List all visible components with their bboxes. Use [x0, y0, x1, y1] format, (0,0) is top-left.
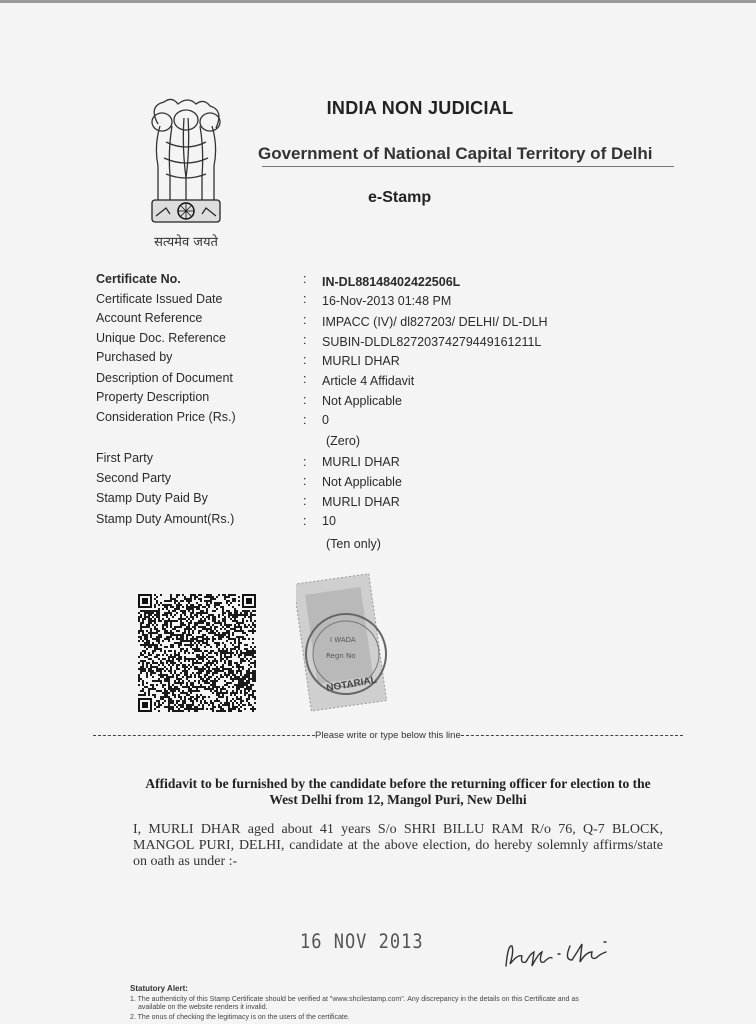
- page-title: INDIA NON JUDICIAL: [326, 98, 514, 118]
- field-label-unique-doc-reference: Unique Doc. Reference: [96, 331, 226, 345]
- write-below-line: [93, 730, 698, 741]
- statutory-alert-item-1-line-b: available on the website renders it invalid.: [138, 1004, 268, 1011]
- field-value-stamp-duty-words: (Ten only): [326, 537, 381, 551]
- statutory-alert-item-1-line-a: 1. The authenticity of this Stamp Certificate should be verified at "www.shcilestamp.com". Any discrepancy in the details on this Certificate and as: [130, 996, 579, 1003]
- field-value-account-reference: IMPACC (IV)/ dl827203/ DELHI/ DL-DLH: [322, 315, 548, 329]
- date-stamp: 16 NOV 2013: [300, 930, 424, 954]
- field-value-certificate-no: IN-DL88148402422506L: [322, 275, 461, 289]
- svg-text:I WADA: I WADA: [330, 636, 356, 644]
- field-value-description: Article 4 Affidavit: [322, 374, 415, 388]
- notary-seal-stamp: [296, 570, 390, 712]
- field-value-first-party: MURLI DHAR: [322, 455, 400, 469]
- field-separator: :: [303, 514, 307, 528]
- svg-text:Regn No: Regn No: [326, 652, 356, 660]
- field-separator: :: [303, 494, 307, 508]
- field-separator: :: [303, 455, 307, 469]
- field-label-stamp-duty-amount: Stamp Duty Amount(Rs.): [96, 512, 235, 526]
- field-separator: :: [303, 313, 307, 327]
- field-separator: :: [303, 474, 307, 488]
- field-label-property-description: Property Description: [96, 390, 210, 404]
- qr-code: [138, 594, 256, 712]
- field-value-unique-doc-reference: SUBIN-DLDL82720374279449161211L: [322, 335, 542, 349]
- field-separator: :: [303, 333, 307, 347]
- field-label-stamp-duty-paid-by: Stamp Duty Paid By: [96, 491, 208, 505]
- field-value-stamp-duty-amount: 10: [322, 514, 336, 528]
- statutory-alert-item-1: [130, 996, 670, 1012]
- field-separator: :: [303, 292, 307, 306]
- affidavit-title: [120, 776, 676, 808]
- field-value-issued-date: 16-Nov-2013 01:48 PM: [322, 294, 452, 308]
- field-label-certificate-no: Certificate No.: [96, 272, 181, 286]
- field-separator: :: [303, 393, 307, 407]
- notary-seal-text: NOTARIAL: [325, 674, 378, 695]
- government-title: Government of National Capital Territory of Delhi: [258, 144, 653, 163]
- header-underline: [262, 166, 674, 167]
- field-label-first-party: First Party: [96, 451, 153, 465]
- field-label-description: Description of Document: [96, 371, 233, 385]
- statutory-alert-item-2: 2. The onus of checking the legitimacy is on the users of the certificate.: [130, 1014, 350, 1021]
- top-border-line: [0, 0, 756, 3]
- affidavit-body: I, MURLI DHAR aged about 41 years S/o SHRI BILLU RAM R/o 76, Q-7 BLOCK, MANGOL PURI, DELHI, candidate at the above election, do hereby solemnly affirms/state on oath as under :-: [133, 822, 663, 869]
- field-label-purchased-by: Purchased by: [96, 350, 173, 364]
- signature-image: [500, 936, 660, 972]
- field-label-second-party: Second Party: [96, 471, 172, 485]
- field-label-issued-date: Certificate Issued Date: [96, 292, 223, 306]
- field-separator: :: [303, 372, 307, 386]
- field-value-stamp-duty-paid-by: MURLI DHAR: [322, 495, 400, 509]
- field-value-purchased-by: MURLI DHAR: [322, 354, 400, 368]
- field-value-consideration-words: (Zero): [326, 434, 361, 448]
- field-separator: :: [303, 353, 307, 367]
- field-separator: :: [303, 413, 307, 427]
- field-value-property-description: Not Applicable: [322, 394, 402, 408]
- field-label-consideration-price: Consideration Price (Rs.): [96, 410, 236, 424]
- affidavit-title-line-1: Affidavit to be furnished by the candidate before the returning officer for election to the: [145, 776, 651, 791]
- write-below-label: Please write or type below this line: [315, 730, 461, 741]
- national-emblem-icon: [138, 96, 234, 230]
- field-label-account-reference: Account Reference: [96, 311, 203, 325]
- statutory-alert-heading: Statutory Alert:: [130, 984, 188, 993]
- field-value-second-party: Not Applicable: [322, 475, 402, 489]
- field-value-consideration-price: 0: [322, 413, 329, 427]
- affidavit-title-line-2: West Delhi from 12, Mangol Puri, New Delhi: [269, 792, 527, 807]
- emblem-motto: सत्यमेव जयते: [154, 235, 218, 250]
- document-type: e-Stamp: [368, 189, 432, 206]
- field-separator: :: [303, 272, 307, 286]
